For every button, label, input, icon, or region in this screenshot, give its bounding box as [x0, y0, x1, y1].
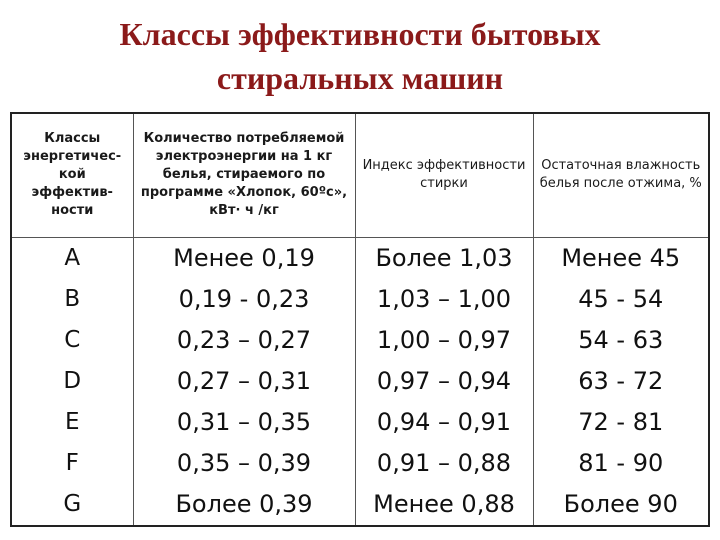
header-row — [11, 113, 709, 237]
cell-class: B — [11, 279, 133, 320]
cell-class: G — [11, 484, 133, 526]
cell-wash-index: 1,00 – 0,97 — [355, 320, 533, 361]
cell-energy: Более 0,39 — [133, 484, 355, 526]
table-row — [11, 402, 709, 443]
table-row — [11, 320, 709, 361]
header-residual-moisture: Остаточная влажность белья после отжима, % — [533, 113, 709, 237]
cell-energy: Менее 0,19 — [133, 237, 355, 279]
cell-wash-index: 1,03 – 1,00 — [355, 279, 533, 320]
cell-humidity: 45 - 54 — [533, 279, 709, 320]
cell-energy: 0,35 – 0,39 — [133, 443, 355, 484]
table-row — [11, 484, 709, 526]
cell-energy: 0,23 – 0,27 — [133, 320, 355, 361]
cell-energy: 0,27 – 0,31 — [133, 361, 355, 402]
cell-energy: 0,31 – 0,35 — [133, 402, 355, 443]
cell-class: A — [11, 237, 133, 279]
cell-humidity: Менее 45 — [533, 237, 709, 279]
header-wash-index: Индекс эффективности стирки — [355, 113, 533, 237]
cell-wash-index: Менее 0,88 — [355, 484, 533, 526]
table-row — [11, 443, 709, 484]
table-row — [11, 361, 709, 402]
header-energy-consumption: Количество потребляемой электроэнергии на 1 кг белья, стираемого по программе «Хлопок, 60ºс», кВт· ч /кг — [133, 113, 355, 237]
cell-humidity: 72 - 81 — [533, 402, 709, 443]
header-energy-class: Классы энергетичес-кой эффектив-ности — [11, 113, 133, 237]
cell-humidity: 81 - 90 — [533, 443, 709, 484]
page-title — [0, 12, 720, 100]
table-row — [11, 279, 709, 320]
cell-humidity: 54 - 63 — [533, 320, 709, 361]
cell-wash-index: 0,94 – 0,91 — [355, 402, 533, 443]
cell-class: D — [11, 361, 133, 402]
title-line-1: Классы эффективности бытовых — [119, 16, 601, 52]
cell-class: F — [11, 443, 133, 484]
cell-class: E — [11, 402, 133, 443]
cell-class: C — [11, 320, 133, 361]
cell-wash-index: 0,97 – 0,94 — [355, 361, 533, 402]
cell-humidity: Более 90 — [533, 484, 709, 526]
table-row — [11, 237, 709, 279]
cell-wash-index: 0,91 – 0,88 — [355, 443, 533, 484]
title-line-2: стиральных машин — [216, 60, 504, 96]
cell-energy: 0,19 - 0,23 — [133, 279, 355, 320]
cell-humidity: 63 - 72 — [533, 361, 709, 402]
efficiency-table — [10, 112, 710, 527]
cell-wash-index: Более 1,03 — [355, 237, 533, 279]
